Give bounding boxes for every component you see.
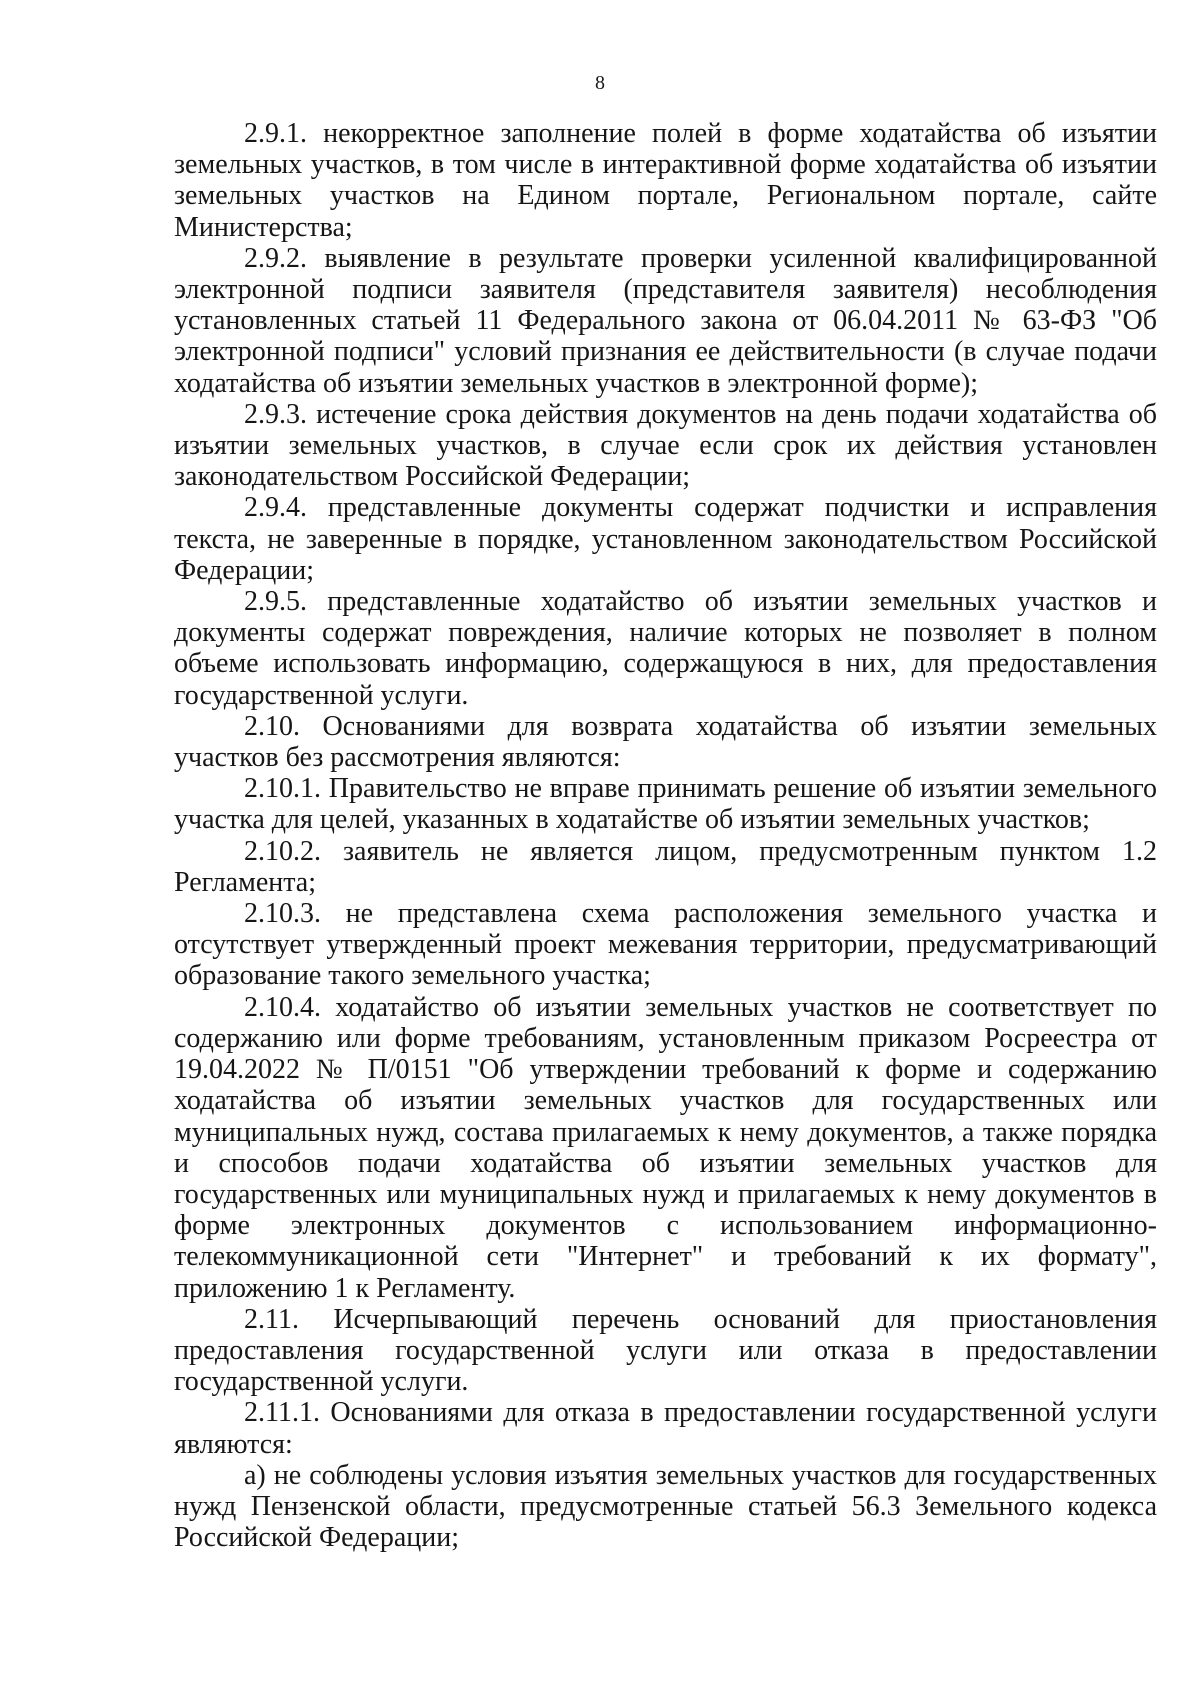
paragraph-2-10-4: 2.10.4. ходатайство об изъятии земельных участков не соответствует по содержанию или форме требованиям, установленным приказом Росреестра от 19.04.2022 № П/0151 "Об утверждении требований к форме и содержанию ходатайства об изъятии земельных участков для государственных или муниципальных нужд, состава прилагаемых к нему документов, а также порядка и способов подачи ходатайства об изъятии земельных участков для государственных или муниципальных нужд и прилагаемых к нему документов в форме электронных документов с использованием информационно-телекоммуникационной сети "Интернет" и требований к их формату", приложению 1 к Регламенту. — [174, 991, 1157, 1304]
paragraph-2-10: 2.10. Основаниями для возврата ходатайства об изъятии земельных участков без рассмотрения являются: — [174, 710, 1157, 774]
paragraph-2-9-4: 2.9.4. представленные документы содержат подчистки и исправления текста, не заверенные в порядке, установленном законодательством Российской Федерации; — [174, 492, 1157, 586]
paragraph-2-9-5: 2.9.5. представленные ходатайство об изъятии земельных участков и документы содержат повреждения, наличие которых не позволяет в полном объеме использовать информацию, содержащуюся в них, для предоставления государственной услуги. — [174, 586, 1157, 711]
paragraph-2-10-1: 2.10.1. Правительство не вправе принимать решение об изъятии земельного участка для целей, указанных в ходатайстве об изъятии земельных участков; — [174, 773, 1157, 836]
paragraph-2-11: 2.11. Исчерпывающий перечень оснований для приостановления предоставления государственной услуги или отказа в предоставлении государственной услуги. — [174, 1303, 1157, 1398]
paragraph-2-9-1: 2.9.1. некорректное заполнение полей в форме ходатайства об изъятии земельных участков, в том числе в интерактивной форме ходатайства об изъятии земельных участков на Едином портале, Региональном портале, сайте Министерства; — [174, 118, 1157, 243]
paragraph-2-9-3: 2.9.3. истечение срока действия документов на день подачи ходатайства об изъятии земельных участков, в случае если срок их действия установлен законодательством Российской Федерации; — [174, 398, 1157, 493]
paragraph-item-a: а) не соблюдены условия изъятия земельных участков для государственных нужд Пензенской области, предусмотренные статьей 56.3 Земельного кодекса Российской Федерации; — [174, 1459, 1157, 1554]
page-number: 8 — [595, 72, 605, 94]
paragraph-2-11-1: 2.11.1. Основаниями для отказа в предоставлении государственной услуги являются: — [174, 1397, 1157, 1460]
document-body — [174, 118, 1157, 1553]
paragraph-2-9-2: 2.9.2. выявление в результате проверки усиленной квалифицированной электронной подписи заявителя (представителя заявителя) несоблюдения установленных статьей 11 Федерального закона от 06.04.2011 № 63-ФЗ "Об электронной подписи" условий признания ее действительности (в случае подачи ходатайства об изъятии земельных участков в электронной форме); — [174, 242, 1157, 399]
paragraph-2-10-3: 2.10.3. не представлена схема расположения земельного участка и отсутствует утвержденный проект межевания территории, предусматривающий образование такого земельного участка; — [174, 898, 1157, 992]
paragraph-2-10-2: 2.10.2. заявитель не является лицом, предусмотренным пунктом 1.2 Регламента; — [174, 835, 1157, 898]
